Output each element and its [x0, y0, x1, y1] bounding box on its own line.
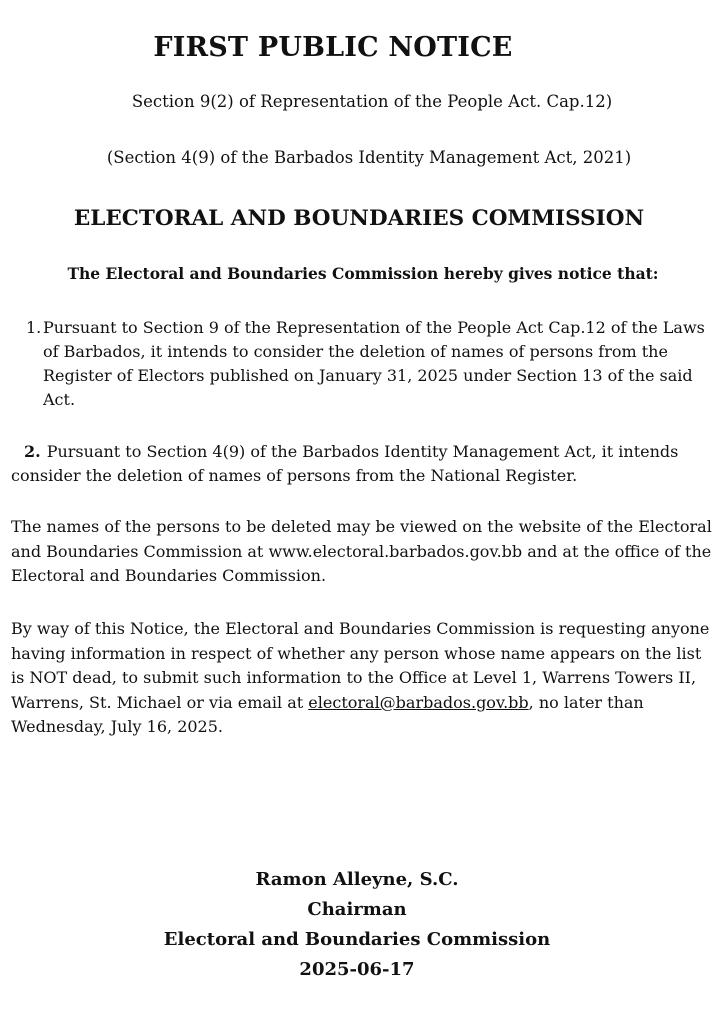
- signatory-organization: Electoral and Boundaries Commission: [163, 929, 551, 950]
- notice-item-number: 1.: [26, 318, 42, 337]
- viewing-paragraph: The names of the persons to be deleted may be viewed on the website of the Electoral and Boundaries Commission at www.electoral.barbados.gov.bb and at the office of the Electoral and Boundaries Commission.: [11, 517, 712, 585]
- notice-title: FIRST PUBLIC NOTICE: [153, 32, 513, 63]
- request-text-end: , no later than Wednesday, July 16, 2025.: [11, 692, 644, 736]
- notice-subtitle-representation-act: Section 9(2) of Representation of the People Act. Cap.12): [131, 92, 613, 111]
- signatory-role: Chairman: [307, 899, 407, 920]
- notice-item-text: Pursuant to Section 9 of the Representation of the People Act Cap.12 of the Laws of Barbados, it intends to consider the deletion of names of persons from the Register of Electors published on January 31, 2025 under Section 13 of the said Act.: [43, 318, 705, 409]
- notice-intro: The Electoral and Boundaries Commission hereby gives notice that:: [67, 264, 659, 283]
- notice-item-1: [26, 316, 706, 412]
- request-paragraph: [11, 617, 713, 740]
- commission-heading: ELECTORAL AND BOUNDARIES COMMISSION: [73, 206, 645, 231]
- notice-date: 2025-06-17: [299, 959, 415, 980]
- notice-subtitle-identity-act: (Section 4(9) of the Barbados Identity Management Act, 2021): [106, 148, 632, 167]
- notice-item-2: [11, 440, 711, 488]
- email-link[interactable]: electoral@barbados.gov.bb: [308, 692, 529, 712]
- notice-item-text: Pursuant to Section 4(9) of the Barbados Identity Management Act, it intends consider the deletion of names of persons from the National Register.: [11, 442, 679, 485]
- signatory-name: Ramon Alleyne, S.C.: [255, 869, 459, 890]
- request-text-start: By way of this Notice, the Electoral and Boundaries Commission is requesting anyone having information in respect of whether any person whose name appears on the list is NOT dead, to submit such information to the Office at Level 1, Warrens Towers II, Warrens, St. Michael or via email at: [11, 619, 710, 712]
- notice-item-number: 2.: [24, 442, 41, 461]
